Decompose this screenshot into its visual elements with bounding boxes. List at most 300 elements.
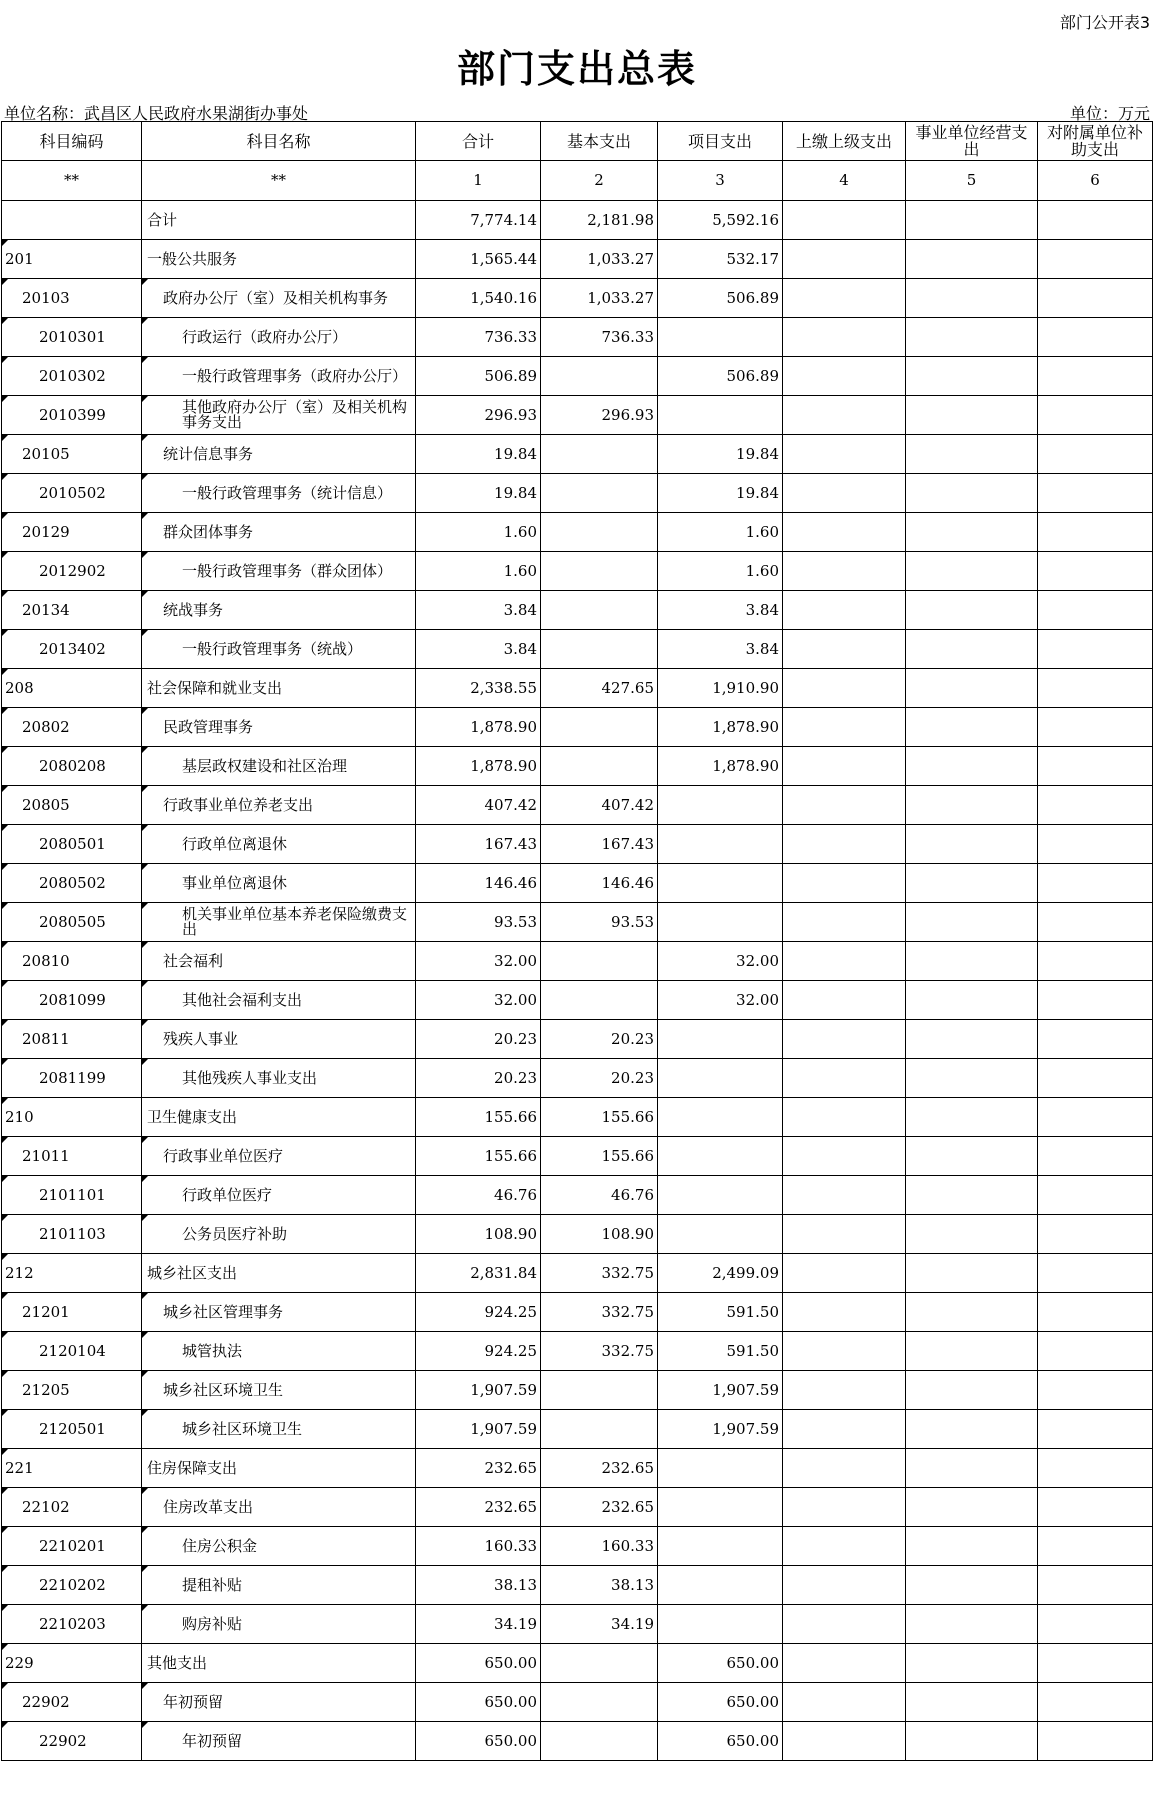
- subject-code-cell: 2101103: [2, 1215, 142, 1254]
- business-operation-cell: [906, 669, 1038, 708]
- subject-code-cell: 22102: [2, 1488, 142, 1527]
- subject-code-cell: 20105: [2, 435, 142, 474]
- business-operation-cell: [906, 708, 1038, 747]
- project-expenditure-cell: 650.00: [658, 1722, 783, 1761]
- subsidiary-subsidy-cell: [1038, 747, 1153, 786]
- table-row: [2, 1449, 1153, 1488]
- subsidiary-subsidy-cell: [1038, 1215, 1153, 1254]
- basic-expenditure-cell: [541, 1722, 658, 1761]
- business-operation-cell: [906, 903, 1038, 942]
- subsidiary-subsidy-cell: [1038, 825, 1153, 864]
- project-expenditure-cell: [658, 864, 783, 903]
- business-operation-cell: [906, 1488, 1038, 1527]
- business-operation-cell: [906, 1215, 1038, 1254]
- basic-expenditure-cell: 167.43: [541, 825, 658, 864]
- table-row: [2, 1020, 1153, 1059]
- subject-name-cell: 一般行政管理事务（统计信息）: [142, 474, 416, 513]
- basic-expenditure-cell: 155.66: [541, 1098, 658, 1137]
- basic-expenditure-cell: [541, 747, 658, 786]
- subject-name-cell: 住房保障支出: [142, 1449, 416, 1488]
- header-row: [2, 122, 1153, 161]
- subject-name-cell: 购房补贴: [142, 1605, 416, 1644]
- business-operation-cell: [906, 396, 1038, 435]
- subsidiary-subsidy-cell: [1038, 1371, 1153, 1410]
- subject-name-cell: 行政事业单位医疗: [142, 1137, 416, 1176]
- upper-level-payment-cell: [783, 1059, 906, 1098]
- subject-code-cell: 20134: [2, 591, 142, 630]
- business-operation-cell: [906, 591, 1038, 630]
- subject-name-cell: 行政事业单位养老支出: [142, 786, 416, 825]
- table-row: [2, 396, 1153, 435]
- currency-unit-label: 单位：万元: [1069, 104, 1150, 123]
- index-cell: 5: [906, 161, 1038, 201]
- subject-code-cell: 2010399: [2, 396, 142, 435]
- upper-level-payment-cell: [783, 1488, 906, 1527]
- subject-code-cell: 2010301: [2, 318, 142, 357]
- basic-expenditure-cell: 332.75: [541, 1332, 658, 1371]
- project-expenditure-cell: [658, 825, 783, 864]
- upper-level-payment-cell: [783, 1566, 906, 1605]
- business-operation-cell: [906, 630, 1038, 669]
- total-cell: 736.33: [416, 318, 541, 357]
- table-row: [2, 552, 1153, 591]
- basic-expenditure-cell: 38.13: [541, 1566, 658, 1605]
- total-cell: 146.46: [416, 864, 541, 903]
- subsidiary-subsidy-cell: [1038, 708, 1153, 747]
- project-expenditure-cell: [658, 396, 783, 435]
- index-cell: 3: [658, 161, 783, 201]
- upper-level-payment-cell: [783, 903, 906, 942]
- project-expenditure-cell: [658, 1488, 783, 1527]
- basic-expenditure-cell: 736.33: [541, 318, 658, 357]
- subject-code-cell: 2120501: [2, 1410, 142, 1449]
- table-row: [2, 1683, 1153, 1722]
- subject-name-cell: 残疾人事业: [142, 1020, 416, 1059]
- subject-name-cell: 一般公共服务: [142, 240, 416, 279]
- project-expenditure-cell: 591.50: [658, 1332, 783, 1371]
- subject-name-cell: 其他残疾人事业支出: [142, 1059, 416, 1098]
- upper-level-payment-cell: [783, 630, 906, 669]
- index-cell: **: [2, 161, 142, 201]
- subject-code-cell: 2081099: [2, 981, 142, 1020]
- index-cell: **: [142, 161, 416, 201]
- subsidiary-subsidy-cell: [1038, 513, 1153, 552]
- total-cell: 7,774.14: [416, 201, 541, 240]
- business-operation-cell: [906, 1020, 1038, 1059]
- table-number-label: 部门公开表3: [1059, 13, 1150, 32]
- upper-level-payment-cell: [783, 201, 906, 240]
- total-cell: 3.84: [416, 591, 541, 630]
- upper-level-payment-cell: [783, 513, 906, 552]
- project-expenditure-cell: 1,878.90: [658, 708, 783, 747]
- subject-name-cell: 其他支出: [142, 1644, 416, 1683]
- basic-expenditure-cell: [541, 513, 658, 552]
- header-business-operation: 事业单位经营支出: [906, 122, 1038, 161]
- business-operation-cell: [906, 825, 1038, 864]
- upper-level-payment-cell: [783, 474, 906, 513]
- upper-level-payment-cell: [783, 1410, 906, 1449]
- subsidiary-subsidy-cell: [1038, 1059, 1153, 1098]
- basic-expenditure-cell: [541, 942, 658, 981]
- basic-expenditure-cell: 46.76: [541, 1176, 658, 1215]
- project-expenditure-cell: 1,878.90: [658, 747, 783, 786]
- index-cell: 2: [541, 161, 658, 201]
- project-expenditure-cell: 32.00: [658, 981, 783, 1020]
- total-cell: 19.84: [416, 474, 541, 513]
- upper-level-payment-cell: [783, 1293, 906, 1332]
- subject-code-cell: 20810: [2, 942, 142, 981]
- project-expenditure-cell: [658, 786, 783, 825]
- subject-name-cell: 住房改革支出: [142, 1488, 416, 1527]
- table-row: [2, 708, 1153, 747]
- business-operation-cell: [906, 942, 1038, 981]
- subject-code-cell: 2101101: [2, 1176, 142, 1215]
- project-expenditure-cell: [658, 1137, 783, 1176]
- column-index-row: [2, 161, 1153, 201]
- project-expenditure-cell: [658, 1449, 783, 1488]
- subsidiary-subsidy-cell: [1038, 669, 1153, 708]
- subsidiary-subsidy-cell: [1038, 1449, 1153, 1488]
- project-expenditure-cell: 1.60: [658, 552, 783, 591]
- subject-code-cell: 20103: [2, 279, 142, 318]
- table-row: [2, 474, 1153, 513]
- subject-code-cell: 212: [2, 1254, 142, 1293]
- basic-expenditure-cell: 155.66: [541, 1137, 658, 1176]
- business-operation-cell: [906, 279, 1038, 318]
- subject-code-cell: 22902: [2, 1722, 142, 1761]
- project-expenditure-cell: 1,907.59: [658, 1371, 783, 1410]
- subsidiary-subsidy-cell: [1038, 1020, 1153, 1059]
- subject-name-cell: 公务员医疗补助: [142, 1215, 416, 1254]
- subsidiary-subsidy-cell: [1038, 1254, 1153, 1293]
- total-cell: 160.33: [416, 1527, 541, 1566]
- subsidiary-subsidy-cell: [1038, 1488, 1153, 1527]
- subject-name-cell: 其他社会福利支出: [142, 981, 416, 1020]
- basic-expenditure-cell: 232.65: [541, 1449, 658, 1488]
- subject-code-cell: 22902: [2, 1683, 142, 1722]
- table-row: [2, 747, 1153, 786]
- subject-code-cell: 20811: [2, 1020, 142, 1059]
- subject-name-cell: 社会保障和就业支出: [142, 669, 416, 708]
- table-row: [2, 591, 1153, 630]
- table-row: [2, 1410, 1153, 1449]
- table-row: [2, 1566, 1153, 1605]
- total-cell: 650.00: [416, 1683, 541, 1722]
- table-row: [2, 318, 1153, 357]
- basic-expenditure-cell: 1,033.27: [541, 279, 658, 318]
- subject-code-cell: 229: [2, 1644, 142, 1683]
- basic-expenditure-cell: 296.93: [541, 396, 658, 435]
- subject-name-cell: 城乡社区支出: [142, 1254, 416, 1293]
- subject-code-cell: [2, 201, 142, 240]
- total-cell: 108.90: [416, 1215, 541, 1254]
- total-cell: 506.89: [416, 357, 541, 396]
- project-expenditure-cell: [658, 1098, 783, 1137]
- upper-level-payment-cell: [783, 1371, 906, 1410]
- business-operation-cell: [906, 1410, 1038, 1449]
- basic-expenditure-cell: 407.42: [541, 786, 658, 825]
- basic-expenditure-cell: [541, 630, 658, 669]
- subject-name-cell: 城乡社区环境卫生: [142, 1410, 416, 1449]
- subject-name-cell: 行政单位离退休: [142, 825, 416, 864]
- business-operation-cell: [906, 1683, 1038, 1722]
- subject-code-cell: 2012902: [2, 552, 142, 591]
- total-cell: 1,878.90: [416, 747, 541, 786]
- business-operation-cell: [906, 357, 1038, 396]
- upper-level-payment-cell: [783, 279, 906, 318]
- subsidiary-subsidy-cell: [1038, 474, 1153, 513]
- project-expenditure-cell: 1,907.59: [658, 1410, 783, 1449]
- subject-name-cell: 合计: [142, 201, 416, 240]
- total-cell: 1,907.59: [416, 1410, 541, 1449]
- project-expenditure-cell: 650.00: [658, 1683, 783, 1722]
- table-row: [2, 1332, 1153, 1371]
- total-cell: 155.66: [416, 1098, 541, 1137]
- subject-name-cell: 行政单位医疗: [142, 1176, 416, 1215]
- table-row: [2, 1644, 1153, 1683]
- total-cell: 20.23: [416, 1059, 541, 1098]
- subsidiary-subsidy-cell: [1038, 1098, 1153, 1137]
- table-row: [2, 1371, 1153, 1410]
- subsidiary-subsidy-cell: [1038, 1683, 1153, 1722]
- upper-level-payment-cell: [783, 864, 906, 903]
- total-cell: 20.23: [416, 1020, 541, 1059]
- basic-expenditure-cell: 93.53: [541, 903, 658, 942]
- index-cell: 1: [416, 161, 541, 201]
- subject-name-cell: 统战事务: [142, 591, 416, 630]
- subject-name-cell: 年初预留: [142, 1722, 416, 1761]
- subject-code-cell: 221: [2, 1449, 142, 1488]
- header-upper-level-payment: 上缴上级支出: [783, 122, 906, 161]
- expenditure-table: [1, 121, 1153, 1761]
- subject-name-cell: 社会福利: [142, 942, 416, 981]
- subject-name-cell: 住房公积金: [142, 1527, 416, 1566]
- subject-code-cell: 2210202: [2, 1566, 142, 1605]
- total-cell: 2,831.84: [416, 1254, 541, 1293]
- basic-expenditure-cell: [541, 1644, 658, 1683]
- upper-level-payment-cell: [783, 1254, 906, 1293]
- upper-level-payment-cell: [783, 747, 906, 786]
- subject-code-cell: 2210201: [2, 1527, 142, 1566]
- table-row: [2, 630, 1153, 669]
- project-expenditure-cell: [658, 1605, 783, 1644]
- subject-name-cell: 事业单位离退休: [142, 864, 416, 903]
- subject-name-cell: 城乡社区环境卫生: [142, 1371, 416, 1410]
- total-cell: 38.13: [416, 1566, 541, 1605]
- basic-expenditure-cell: [541, 708, 658, 747]
- business-operation-cell: [906, 474, 1038, 513]
- total-cell: 3.84: [416, 630, 541, 669]
- basic-expenditure-cell: 332.75: [541, 1254, 658, 1293]
- project-expenditure-cell: [658, 1527, 783, 1566]
- subsidiary-subsidy-cell: [1038, 279, 1153, 318]
- subsidiary-subsidy-cell: [1038, 1410, 1153, 1449]
- basic-expenditure-cell: [541, 981, 658, 1020]
- subject-name-cell: 一般行政管理事务（政府办公厅）: [142, 357, 416, 396]
- total-cell: 32.00: [416, 942, 541, 981]
- upper-level-payment-cell: [783, 1332, 906, 1371]
- total-cell: 167.43: [416, 825, 541, 864]
- upper-level-payment-cell: [783, 396, 906, 435]
- business-operation-cell: [906, 1254, 1038, 1293]
- total-cell: 296.93: [416, 396, 541, 435]
- project-expenditure-cell: 506.89: [658, 279, 783, 318]
- table-row: [2, 1254, 1153, 1293]
- header-basic-expenditure: 基本支出: [541, 122, 658, 161]
- subsidiary-subsidy-cell: [1038, 942, 1153, 981]
- subsidiary-subsidy-cell: [1038, 552, 1153, 591]
- upper-level-payment-cell: [783, 1527, 906, 1566]
- upper-level-payment-cell: [783, 981, 906, 1020]
- total-cell: 1,878.90: [416, 708, 541, 747]
- business-operation-cell: [906, 1176, 1038, 1215]
- subject-name-cell: 机关事业单位基本养老保险缴费支出: [142, 903, 416, 942]
- upper-level-payment-cell: [783, 786, 906, 825]
- table-row: [2, 435, 1153, 474]
- upper-level-payment-cell: [783, 1020, 906, 1059]
- business-operation-cell: [906, 786, 1038, 825]
- business-operation-cell: [906, 201, 1038, 240]
- business-operation-cell: [906, 1059, 1038, 1098]
- project-expenditure-cell: 19.84: [658, 474, 783, 513]
- header-subsidiary-subsidy: 对附属单位补助支出: [1038, 122, 1153, 161]
- project-expenditure-cell: 1.60: [658, 513, 783, 552]
- subject-name-cell: 年初预留: [142, 1683, 416, 1722]
- subsidiary-subsidy-cell: [1038, 318, 1153, 357]
- total-cell: 1,907.59: [416, 1371, 541, 1410]
- project-expenditure-cell: [658, 1176, 783, 1215]
- basic-expenditure-cell: [541, 1371, 658, 1410]
- total-cell: 924.25: [416, 1293, 541, 1332]
- business-operation-cell: [906, 1722, 1038, 1761]
- table-row: [2, 1137, 1153, 1176]
- subsidiary-subsidy-cell: [1038, 1293, 1153, 1332]
- subsidiary-subsidy-cell: [1038, 1644, 1153, 1683]
- project-expenditure-cell: [658, 903, 783, 942]
- basic-expenditure-cell: 232.65: [541, 1488, 658, 1527]
- project-expenditure-cell: 3.84: [658, 591, 783, 630]
- subject-name-cell: 群众团体事务: [142, 513, 416, 552]
- page-title: 部门支出总表: [456, 46, 697, 91]
- project-expenditure-cell: 3.84: [658, 630, 783, 669]
- table-body: [2, 201, 1153, 1761]
- project-expenditure-cell: 19.84: [658, 435, 783, 474]
- subject-code-cell: 21205: [2, 1371, 142, 1410]
- business-operation-cell: [906, 435, 1038, 474]
- subsidiary-subsidy-cell: [1038, 435, 1153, 474]
- subject-name-cell: 民政管理事务: [142, 708, 416, 747]
- subject-code-cell: 2080501: [2, 825, 142, 864]
- subject-code-cell: 2010302: [2, 357, 142, 396]
- table-row: [2, 1488, 1153, 1527]
- subsidiary-subsidy-cell: [1038, 1332, 1153, 1371]
- project-expenditure-cell: [658, 318, 783, 357]
- table-header: [2, 122, 1153, 201]
- subject-name-cell: 一般行政管理事务（群众团体）: [142, 552, 416, 591]
- upper-level-payment-cell: [783, 591, 906, 630]
- project-expenditure-cell: 2,499.09: [658, 1254, 783, 1293]
- basic-expenditure-cell: [541, 1410, 658, 1449]
- subject-code-cell: 2013402: [2, 630, 142, 669]
- basic-expenditure-cell: 20.23: [541, 1059, 658, 1098]
- subject-code-cell: 201: [2, 240, 142, 279]
- basic-expenditure-cell: [541, 435, 658, 474]
- basic-expenditure-cell: [541, 1683, 658, 1722]
- project-expenditure-cell: [658, 1020, 783, 1059]
- upper-level-payment-cell: [783, 552, 906, 591]
- business-operation-cell: [906, 1644, 1038, 1683]
- total-cell: 407.42: [416, 786, 541, 825]
- subsidiary-subsidy-cell: [1038, 903, 1153, 942]
- business-operation-cell: [906, 1605, 1038, 1644]
- total-cell: 93.53: [416, 903, 541, 942]
- upper-level-payment-cell: [783, 1098, 906, 1137]
- subsidiary-subsidy-cell: [1038, 1527, 1153, 1566]
- business-operation-cell: [906, 1371, 1038, 1410]
- project-expenditure-cell: 5,592.16: [658, 201, 783, 240]
- header-project-expenditure: 项目支出: [658, 122, 783, 161]
- table-row: [2, 1098, 1153, 1137]
- basic-expenditure-cell: 2,181.98: [541, 201, 658, 240]
- subject-code-cell: 2080505: [2, 903, 142, 942]
- project-expenditure-cell: 650.00: [658, 1644, 783, 1683]
- upper-level-payment-cell: [783, 708, 906, 747]
- subsidiary-subsidy-cell: [1038, 396, 1153, 435]
- business-operation-cell: [906, 747, 1038, 786]
- table-row: [2, 786, 1153, 825]
- table-row: [2, 201, 1153, 240]
- table-row: [2, 1605, 1153, 1644]
- table-row: [2, 1293, 1153, 1332]
- table-row: [2, 279, 1153, 318]
- total-cell: 650.00: [416, 1644, 541, 1683]
- subsidiary-subsidy-cell: [1038, 864, 1153, 903]
- subject-code-cell: 21011: [2, 1137, 142, 1176]
- business-operation-cell: [906, 981, 1038, 1020]
- subsidiary-subsidy-cell: [1038, 1176, 1153, 1215]
- project-expenditure-cell: [658, 1215, 783, 1254]
- subject-code-cell: 2080208: [2, 747, 142, 786]
- business-operation-cell: [906, 1137, 1038, 1176]
- total-cell: 1,565.44: [416, 240, 541, 279]
- subject-code-cell: 20805: [2, 786, 142, 825]
- total-cell: 232.65: [416, 1449, 541, 1488]
- upper-level-payment-cell: [783, 357, 906, 396]
- basic-expenditure-cell: [541, 474, 658, 513]
- subject-name-cell: 城乡社区管理事务: [142, 1293, 416, 1332]
- header-subject-name: 科目名称: [142, 122, 416, 161]
- basic-expenditure-cell: 160.33: [541, 1527, 658, 1566]
- subject-code-cell: 208: [2, 669, 142, 708]
- basic-expenditure-cell: 1,033.27: [541, 240, 658, 279]
- subject-code-cell: 2010502: [2, 474, 142, 513]
- table-row: [2, 1176, 1153, 1215]
- basic-expenditure-cell: 146.46: [541, 864, 658, 903]
- total-cell: 1,540.16: [416, 279, 541, 318]
- index-cell: 6: [1038, 161, 1153, 201]
- header-subject-code: 科目编码: [2, 122, 142, 161]
- business-operation-cell: [906, 1332, 1038, 1371]
- subsidiary-subsidy-cell: [1038, 1722, 1153, 1761]
- subsidiary-subsidy-cell: [1038, 786, 1153, 825]
- total-cell: 155.66: [416, 1137, 541, 1176]
- total-cell: 1.60: [416, 552, 541, 591]
- table-row: [2, 1215, 1153, 1254]
- header-total: 合计: [416, 122, 541, 161]
- basic-expenditure-cell: [541, 591, 658, 630]
- total-cell: 650.00: [416, 1722, 541, 1761]
- subject-code-cell: 2080502: [2, 864, 142, 903]
